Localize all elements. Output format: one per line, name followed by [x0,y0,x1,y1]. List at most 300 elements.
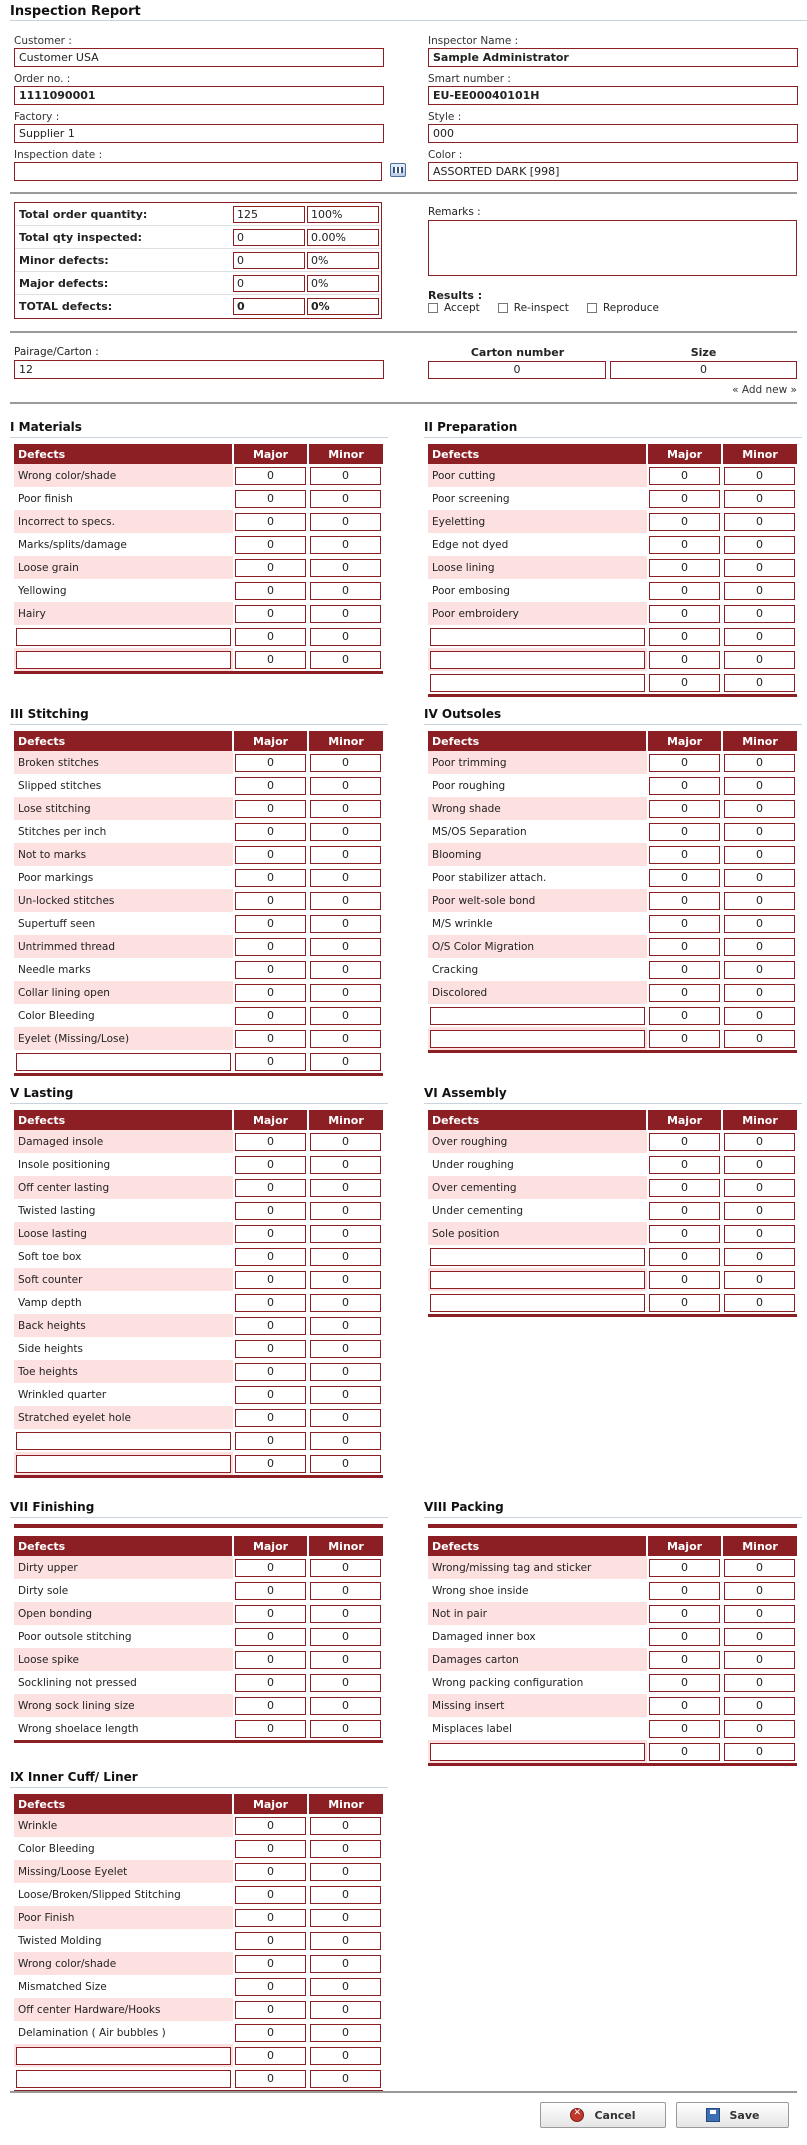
major-count-input[interactable]: 0 [649,1628,720,1646]
minor-count-input[interactable]: 0 [724,869,795,887]
major-count-input[interactable]: 0 [235,754,306,772]
minor-count-input[interactable]: 0 [310,1156,381,1174]
defects-column-header: Defects [428,1110,647,1130]
minor-cell [722,579,797,602]
major-count-input[interactable]: 0 [649,938,720,956]
cancel-button[interactable] [540,2102,666,2128]
major-count-input[interactable]: 0 [649,1179,720,1197]
minor-count-input[interactable]: 0 [310,869,381,887]
minor-count-input[interactable]: 0 [310,1651,381,1669]
summary-percent[interactable]: 100% [307,206,379,223]
summary-quantity[interactable]: 0 [233,229,305,246]
major-count-input[interactable]: 0 [649,651,720,669]
defects-table [14,731,383,1076]
minor-count-input[interactable]: 0 [724,582,795,600]
minor-count-input[interactable]: 0 [724,1651,795,1669]
inspection-date-input[interactable] [14,162,382,181]
minor-count-input[interactable]: 0 [724,513,795,531]
table-row [14,889,383,912]
major-count-input[interactable]: 0 [235,846,306,864]
minor-cell [308,820,383,843]
minor-count-input[interactable]: 0 [724,823,795,841]
custom-defect-input[interactable] [16,651,231,669]
minor-count-input[interactable]: 0 [724,1030,795,1048]
major-count-input[interactable]: 0 [235,1674,306,1692]
table-row [14,1837,383,1860]
minor-count-input[interactable]: 0 [724,938,795,956]
major-count-input[interactable]: 0 [649,800,720,818]
major-count-input[interactable]: 0 [235,1432,306,1450]
minor-count-input[interactable]: 0 [310,1559,381,1577]
summary-percent[interactable]: 0% [307,298,379,315]
customer-input[interactable]: Customer USA [14,48,384,67]
style-label: Style : [428,111,462,123]
minor-column-header: Minor [308,1536,383,1556]
minor-count-input[interactable]: 0 [724,674,795,692]
calendar-icon[interactable] [390,163,406,177]
minor-count-input[interactable]: 0 [310,513,381,531]
minor-count-input[interactable]: 0 [724,1225,795,1243]
cancel-label: Cancel [594,2108,636,2122]
minor-count-input[interactable]: 0 [310,1179,381,1197]
defect-name: Missing insert [428,1694,647,1717]
minor-count-input[interactable]: 0 [310,2070,381,2088]
minor-count-input[interactable]: 0 [310,1386,381,1404]
major-count-input[interactable]: 0 [235,1863,306,1881]
table-row [14,1199,383,1222]
minor-count-input[interactable]: 0 [724,1248,795,1266]
minor-count-input[interactable]: 0 [724,605,795,623]
major-count-input[interactable]: 0 [235,1720,306,1738]
minor-count-input[interactable]: 0 [724,961,795,979]
defects-table [428,444,797,697]
minor-count-input[interactable]: 0 [310,1363,381,1381]
minor-count-input[interactable]: 0 [310,846,381,864]
defects-table [14,1794,383,2093]
defect-name: Marks/splits/damage [18,538,127,551]
major-count-input[interactable]: 0 [235,1030,306,1048]
smart-number-input[interactable]: EU-EE00040101H [428,86,798,105]
major-count-input[interactable]: 0 [235,1840,306,1858]
major-cell [647,1245,722,1268]
minor-count-input[interactable]: 0 [724,628,795,646]
major-count-input[interactable]: 0 [235,1317,306,1335]
minor-count-input[interactable]: 0 [724,1559,795,1577]
table-row [14,1602,383,1625]
minor-count-input[interactable]: 0 [724,1133,795,1151]
minor-count-input[interactable]: 0 [310,1317,381,1335]
minor-count-input[interactable]: 0 [310,1582,381,1600]
defect-name: Untrimmed thread [14,935,233,958]
major-count-input[interactable]: 0 [649,674,720,692]
minor-count-input[interactable]: 0 [310,1409,381,1427]
minor-count-input[interactable]: 0 [724,1674,795,1692]
major-count-input[interactable]: 0 [649,777,720,795]
major-count-input[interactable]: 0 [235,1386,306,1404]
minor-cell [308,1176,383,1199]
minor-count-input[interactable]: 0 [310,1340,381,1358]
minor-count-input[interactable]: 0 [310,777,381,795]
minor-count-input[interactable]: 0 [310,1697,381,1715]
minor-count-input[interactable]: 0 [724,1179,795,1197]
checkbox-accept[interactable] [428,303,438,313]
major-count-input[interactable]: 0 [235,651,306,669]
summary-row [15,203,381,226]
summary-quantity[interactable]: 0 [233,252,305,269]
minor-count-input[interactable]: 0 [310,1932,381,1950]
minor-count-input[interactable]: 0 [724,1007,795,1025]
order-no-input[interactable]: 1111090001 [14,86,384,105]
major-count-input[interactable]: 0 [235,1248,306,1266]
defect-name: Stratched eyelet hole [14,1406,233,1429]
custom-defect-input[interactable] [16,1432,231,1450]
minor-count-input[interactable]: 0 [310,1720,381,1738]
minor-count-input[interactable]: 0 [310,2047,381,2065]
section-title: II Preparation [424,420,518,434]
minor-count-input[interactable]: 0 [310,892,381,910]
minor-count-input[interactable]: 0 [724,1156,795,1174]
minor-count-input[interactable]: 0 [310,1674,381,1692]
major-cell [233,648,308,671]
major-count-input[interactable]: 0 [649,869,720,887]
major-count-input[interactable]: 0 [649,754,720,772]
major-count-input[interactable]: 0 [235,1932,306,1950]
minor-count-input[interactable]: 0 [310,1248,381,1266]
minor-count-input[interactable]: 0 [310,754,381,772]
major-count-input[interactable]: 0 [649,1156,720,1174]
minor-count-input[interactable]: 0 [310,1455,381,1473]
major-count-input[interactable]: 0 [235,467,306,485]
major-count-input[interactable]: 0 [235,823,306,841]
minor-cell [722,751,797,774]
major-count-input[interactable]: 0 [235,1605,306,1623]
major-cell [233,1222,308,1245]
table-row [14,866,383,889]
table-header-row [14,444,383,464]
factory-input[interactable]: Supplier 1 [14,124,384,143]
minor-count-input[interactable]: 0 [310,605,381,623]
minor-count-input[interactable]: 0 [724,846,795,864]
major-count-input[interactable]: 0 [235,1179,306,1197]
size-input[interactable]: 0 [610,361,797,379]
table-row [14,1998,383,2021]
major-count-input[interactable]: 0 [235,1156,306,1174]
custom-defect-input[interactable] [16,628,231,646]
minor-count-input[interactable]: 0 [724,1294,795,1312]
major-count-input[interactable]: 0 [649,1202,720,1220]
major-cell [647,889,722,912]
major-count-input[interactable]: 0 [649,605,720,623]
minor-count-input[interactable]: 0 [724,559,795,577]
major-count-input[interactable]: 0 [649,1720,720,1738]
major-count-input[interactable]: 0 [649,1271,720,1289]
style-input[interactable]: 000 [428,124,798,143]
minor-count-input[interactable]: 0 [724,1743,795,1761]
minor-count-input[interactable]: 0 [310,1225,381,1243]
major-count-input[interactable]: 0 [235,559,306,577]
minor-count-input[interactable]: 0 [310,1030,381,1048]
major-count-input[interactable]: 0 [235,2070,306,2088]
minor-count-input[interactable]: 0 [310,1202,381,1220]
color-field [428,148,798,181]
custom-defect-input[interactable] [430,628,645,646]
table-row [428,1648,797,1671]
minor-count-input[interactable]: 0 [310,1886,381,1904]
summary-percent[interactable]: 0.00% [307,229,379,246]
minor-count-input[interactable]: 0 [310,1863,381,1881]
major-count-input[interactable]: 0 [235,605,306,623]
minor-count-input[interactable]: 0 [310,1628,381,1646]
custom-defect-input[interactable] [16,1455,231,1473]
major-count-input[interactable]: 0 [235,1202,306,1220]
minor-cell [308,866,383,889]
major-count-input[interactable]: 0 [235,984,306,1002]
major-count-input[interactable]: 0 [235,536,306,554]
custom-defect-input[interactable] [430,1030,645,1048]
minor-cell [722,1556,797,1579]
minor-count-input[interactable]: 0 [310,582,381,600]
custom-defect-input[interactable] [430,1294,645,1312]
major-count-input[interactable]: 0 [649,1225,720,1243]
minor-cell [308,1406,383,1429]
pairage-input[interactable]: 12 [14,360,384,379]
summary-quantity[interactable]: 0 [233,275,305,292]
minor-count-input[interactable]: 0 [310,915,381,933]
minor-count-input[interactable]: 0 [724,1202,795,1220]
major-count-input[interactable]: 0 [649,467,720,485]
minor-count-input[interactable]: 0 [724,800,795,818]
minor-count-input[interactable]: 0 [310,559,381,577]
minor-cell [308,774,383,797]
add-new-link[interactable]: « Add new » [732,384,797,396]
major-count-input[interactable]: 0 [649,582,720,600]
section-rule [10,1103,388,1104]
table-row [14,2044,383,2067]
checkbox-reinspect[interactable] [498,303,508,313]
major-count-input[interactable]: 0 [235,915,306,933]
minor-count-input[interactable]: 0 [310,536,381,554]
major-count-input[interactable]: 0 [235,1817,306,1835]
minor-count-input[interactable]: 0 [724,1720,795,1738]
minor-cell [722,1717,797,1740]
minor-count-input[interactable]: 0 [310,1955,381,1973]
inspector-input[interactable]: Sample Administrator [428,48,798,67]
major-count-input[interactable]: 0 [235,1582,306,1600]
minor-count-input[interactable]: 0 [310,1432,381,1450]
minor-count-input[interactable]: 0 [724,651,795,669]
minor-count-input[interactable]: 0 [310,1840,381,1858]
table-row [14,774,383,797]
minor-count-input[interactable]: 0 [310,984,381,1002]
major-count-input[interactable]: 0 [649,513,720,531]
custom-defect-input[interactable] [430,651,645,669]
major-count-input[interactable]: 0 [649,559,720,577]
defect-name-cell [428,1291,647,1314]
major-count-input[interactable]: 0 [235,961,306,979]
major-count-input[interactable]: 0 [649,1697,720,1715]
major-count-input[interactable]: 0 [235,1628,306,1646]
major-count-input[interactable]: 0 [235,1559,306,1577]
major-count-input[interactable]: 0 [235,1651,306,1669]
table-row [428,912,797,935]
custom-defect-input[interactable] [430,1743,645,1761]
custom-defect-input[interactable] [430,674,645,692]
major-count-input[interactable]: 0 [235,938,306,956]
major-count-input[interactable]: 0 [235,1225,306,1243]
result-option-reproduce[interactable] [587,302,659,314]
minor-count-input[interactable]: 0 [310,1007,381,1025]
minor-cell [308,1883,383,1906]
minor-count-input[interactable]: 0 [724,915,795,933]
checkbox-reproduce[interactable] [587,303,597,313]
minor-count-input[interactable]: 0 [724,1628,795,1646]
major-count-input[interactable]: 0 [235,582,306,600]
major-column-header: Major [647,444,722,464]
minor-count-input[interactable]: 0 [310,1605,381,1623]
major-count-input[interactable]: 0 [235,2001,306,2019]
minor-count-input[interactable]: 0 [310,628,381,646]
major-count-input[interactable]: 0 [649,1582,720,1600]
defect-name: Mismatched Size [18,1980,107,1993]
major-count-input[interactable]: 0 [235,892,306,910]
major-count-input[interactable]: 0 [649,1030,720,1048]
minor-count-input[interactable]: 0 [310,1294,381,1312]
minor-count-input[interactable]: 0 [724,754,795,772]
custom-defect-input[interactable] [16,1053,231,1071]
major-count-input[interactable]: 0 [649,1651,720,1669]
major-count-input[interactable]: 0 [649,490,720,508]
major-cell [233,625,308,648]
major-count-input[interactable]: 0 [649,1007,720,1025]
minor-count-input[interactable]: 0 [310,1978,381,1996]
major-count-input[interactable]: 0 [649,1605,720,1623]
major-count-input[interactable]: 0 [235,1909,306,1927]
major-count-input[interactable]: 0 [235,1363,306,1381]
major-count-input[interactable]: 0 [649,915,720,933]
custom-defect-input[interactable] [16,2047,231,2065]
major-count-input[interactable]: 0 [649,536,720,554]
major-count-input[interactable]: 0 [649,961,720,979]
result-option-reinspect[interactable] [498,302,569,314]
major-cell [647,820,722,843]
major-count-input[interactable]: 0 [649,1133,720,1151]
major-count-input[interactable]: 0 [235,1955,306,1973]
major-count-input[interactable]: 0 [235,1455,306,1473]
minor-count-input[interactable]: 0 [724,984,795,1002]
minor-count-input[interactable]: 0 [724,490,795,508]
minor-count-input[interactable]: 0 [310,1817,381,1835]
major-count-input[interactable]: 0 [235,1886,306,1904]
major-count-input[interactable]: 0 [235,1133,306,1151]
major-count-input[interactable]: 0 [649,846,720,864]
minor-count-input[interactable]: 0 [724,1697,795,1715]
major-count-input[interactable]: 0 [235,1294,306,1312]
minor-count-input[interactable]: 0 [310,1271,381,1289]
minor-count-input[interactable]: 0 [310,651,381,669]
major-count-input[interactable]: 0 [235,777,306,795]
major-count-input[interactable]: 0 [235,800,306,818]
remarks-textarea[interactable] [428,220,797,276]
major-count-input[interactable]: 0 [649,984,720,1002]
summary-percent[interactable]: 0% [307,252,379,269]
major-count-input[interactable]: 0 [649,1559,720,1577]
result-option-accept[interactable] [428,302,480,314]
custom-defect-input[interactable] [16,2070,231,2088]
major-count-input[interactable]: 0 [649,628,720,646]
major-count-input[interactable]: 0 [235,513,306,531]
minor-count-input[interactable]: 0 [310,1133,381,1151]
minor-cell [722,1694,797,1717]
major-count-input[interactable]: 0 [649,1743,720,1761]
custom-defect-input[interactable] [430,1248,645,1266]
minor-cell [722,1648,797,1671]
minor-count-input[interactable]: 0 [724,892,795,910]
custom-defect-input[interactable] [430,1271,645,1289]
major-count-input[interactable]: 0 [649,1294,720,1312]
minor-count-input[interactable]: 0 [310,490,381,508]
minor-count-input[interactable]: 0 [310,938,381,956]
minor-count-input[interactable]: 0 [310,1053,381,1071]
minor-cell [308,510,383,533]
minor-count-input[interactable]: 0 [724,777,795,795]
table-row [428,866,797,889]
summary-quantity[interactable]: 125 [233,206,305,223]
major-count-input[interactable]: 0 [235,1697,306,1715]
major-count-input[interactable]: 0 [235,1007,306,1025]
defects-table [428,1536,797,1766]
major-cell [233,1050,308,1073]
defects-table [14,1536,383,1743]
major-count-input[interactable]: 0 [235,628,306,646]
defect-name: Blooming [428,843,647,866]
major-count-input[interactable]: 0 [235,1409,306,1427]
color-input[interactable]: ASSORTED DARK [998] [428,162,798,181]
summary-quantity[interactable]: 0 [233,298,305,315]
minor-count-input[interactable]: 0 [724,467,795,485]
minor-count-input[interactable]: 0 [310,467,381,485]
table-footer [14,1073,383,1076]
major-count-input[interactable]: 0 [235,869,306,887]
major-count-input[interactable]: 0 [649,823,720,841]
carton-number-input[interactable]: 0 [428,361,606,379]
custom-defect-input[interactable] [430,1007,645,1025]
minor-count-input[interactable]: 0 [724,536,795,554]
minor-count-input[interactable]: 0 [310,961,381,979]
minor-count-input[interactable]: 0 [310,2001,381,2019]
major-count-input[interactable]: 0 [649,892,720,910]
major-count-input[interactable]: 0 [235,490,306,508]
minor-count-input[interactable]: 0 [310,2024,381,2042]
major-count-input[interactable]: 0 [649,1674,720,1692]
defect-name: Twisted Molding [18,1934,102,1947]
major-count-input[interactable]: 0 [235,1340,306,1358]
major-count-input[interactable]: 0 [649,1248,720,1266]
minor-count-input[interactable]: 0 [724,1271,795,1289]
section-rule [10,724,388,725]
minor-count-input[interactable]: 0 [310,800,381,818]
major-count-input[interactable]: 0 [235,1053,306,1071]
major-count-input[interactable]: 0 [235,1271,306,1289]
major-count-input[interactable]: 0 [235,2024,306,2042]
minor-count-input[interactable]: 0 [724,1605,795,1623]
save-button[interactable] [676,2102,789,2128]
summary-percent[interactable]: 0% [307,275,379,292]
minor-count-input[interactable]: 0 [310,1909,381,1927]
major-count-input[interactable]: 0 [235,1978,306,1996]
minor-count-input[interactable]: 0 [724,1582,795,1600]
minor-count-input[interactable]: 0 [310,823,381,841]
major-count-input[interactable]: 0 [235,2047,306,2065]
